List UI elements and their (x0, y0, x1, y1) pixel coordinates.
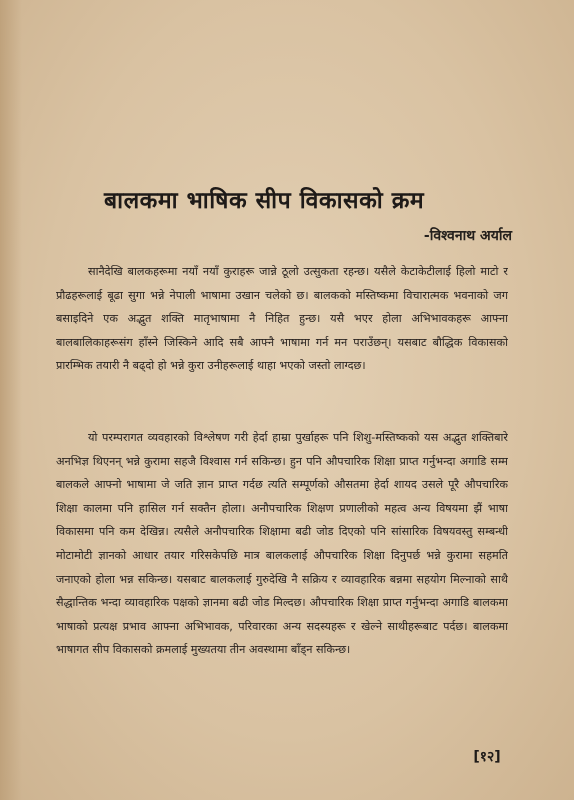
paragraph-1: सानैदेखि बालकहरूमा नयाँ नयाँ कुराहरू जान्ने ठूलो उत्सुकता रहन्छ। यसैले केटाकेटीलाई हिलो माटो र प्रौढहरूलाई बूढा सुगा भन्ने नेपाली भाषामा उखान चलेको छ। बालकको मस्तिष्कमा विचारात्मक भवनाको जग बसाइदिने एक अद्भुत शक्ति मातृभाषामा नै निहित हुन्छ। यसै भएर होला अभिभावकहरू आफ्ना बालबालिकाहरूसंग हाँस्ने जिस्किने आदि सबै आफ्नै भाषामा गर्न मन पराउँछन्। यसबाट बौद्धिक विकासको प्रारम्भिक तयारी नै बढ्दो हो भन्ने कुरा उनीहरूलाई थाहा भएको जस्तो लाग्दछ। (56, 265, 508, 373)
article-author: -विश्वनाथ अर्याल (423, 228, 512, 244)
page-number: [१२] (473, 749, 501, 765)
paragraph-2: यो परम्परागत व्यवहारको विश्लेषण गरी हेर्दा हाम्रा पुर्खाहरू पनि शिशु-मस्तिष्कको यस अद्भुत शक्तिबारे अनभिज्ञ थिएनन् भन्ने कुरामा सहजै विश्वास गर्न सकिन्छ। हुन पनि औपचारिक शिक्षा प्राप्त गर्नुभन्दा अगाडि सम्म बालकले आफ्नो भाषामा जे जति ज्ञान प्राप्त गर्दछ त्यति सम्पूर्णको औसतमा हेर्दा शायद उसले पूरै औपचारिक शिक्षा कालमा पनि हासिल गर्न सक्तैन होला। अनौपचारिक शिक्षण प्रणालीको महत्व अन्य विषयमा झैं भाषा विकासमा पनि कम देखिन्न। त्यसैले अनौपचारिक शिक्षामा बढी जोड दिएको पनि सांसारिक विषयवस्तु सम्बन्धी मोटामोटी ज्ञानको आधार तयार गरिसकेपछि मात्र बालकलाई औपचारिक शिक्षा दिनुपर्छ भन्ने कुरामा सहमति जनाएको होला भन्न सकिन्छ। यसबाट बालकलाई गुरुदेखि नै सक्रिय र व्यावहारिक बन्नमा सहयोग मिल्नाको साथै सैद्धान्तिक भन्दा व्यावहारिक पक्षको ज्ञानमा बढी जोड मिल्दछ। औपचारिक शिक्षा प्राप्त गर्नुभन्दा अगाडि बालकमा भाषाको प्रत्यक्ष प्रभाव आफ्ना अभिभावक, परिवारका अन्य सदस्यहरू र खेल्ने साथीहरूबाट पर्दछ। बालकमा भाषागत सीप विकासको क्रमलाई मुख्यतया तीन अवस्थामा बाँड्न सकिन्छ। (56, 431, 508, 657)
article-title: बालकमा भाषिक सीप विकासको क्रम (104, 188, 425, 214)
page-binding-shadow (0, 0, 22, 800)
